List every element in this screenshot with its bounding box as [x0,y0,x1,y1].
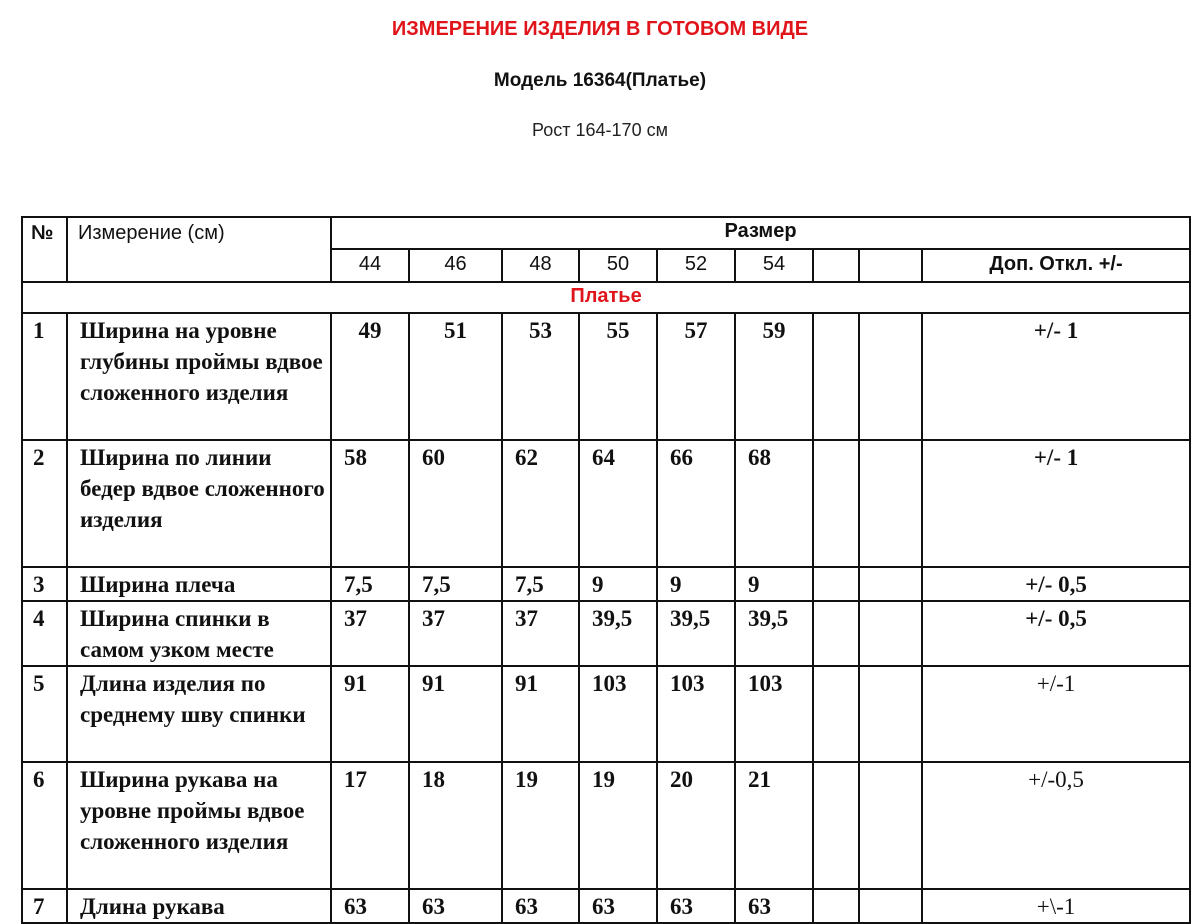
document-title: ИЗМЕРЕНИЕ ИЗДЕЛИЯ В ГОТОВОМ ВИДЕ [391,18,809,40]
value-size-48: 19 [502,762,579,889]
value-size-44: 37 [331,601,409,666]
size-44: 44 [331,249,409,282]
value-size-48: 37 [502,601,579,666]
measurement-name: Длина изделия по среднему шву спинки [67,666,331,762]
value-size-50: 64 [579,440,657,567]
empty-cell [859,762,922,889]
empty-cell [859,313,922,440]
value-size-46: 7,5 [409,567,502,601]
value-size-50: 55 [579,313,657,440]
value-size-52: 66 [657,440,735,567]
value-size-44: 17 [331,762,409,889]
value-size-50: 9 [579,567,657,601]
row-number: 6 [22,762,67,889]
size-46: 46 [409,249,502,282]
value-size-54: 63 [735,889,813,923]
tolerance-value: +\-1 [922,889,1190,923]
value-size-46: 91 [409,666,502,762]
value-size-46: 60 [409,440,502,567]
measurement-table [21,216,1191,924]
value-size-52: 63 [657,889,735,923]
value-size-50: 39,5 [579,601,657,666]
row-number: 2 [22,440,67,567]
model-name: Модель 16364(Платье) [493,70,707,91]
row-number: 1 [22,313,67,440]
size-52: 52 [657,249,735,282]
header-tolerance: Доп. Откл. +/- [922,249,1190,282]
table-row [22,666,1190,762]
measurement-name: Ширина на уровне глубины проймы вдвое сложенного изделия [67,313,331,440]
value-size-48: 62 [502,440,579,567]
empty-cell [813,440,859,567]
empty-col-1 [813,249,859,282]
measurement-name: Ширина рукава на уровне проймы вдвое сложенного изделия [67,762,331,889]
value-size-46: 51 [409,313,502,440]
empty-cell [859,567,922,601]
value-size-48: 63 [502,889,579,923]
table-row [22,313,1190,440]
row-number: 5 [22,666,67,762]
value-size-54: 59 [735,313,813,440]
tolerance-value: +/-0,5 [922,762,1190,889]
value-size-54: 9 [735,567,813,601]
row-number: 3 [22,567,67,601]
size-50: 50 [579,249,657,282]
measurement-name: Ширина спинки в самом узком месте [67,601,331,666]
table-row [22,440,1190,567]
measurement-name: Длина рукава [67,889,331,923]
empty-cell [813,666,859,762]
tolerance-value: +/- 0,5 [922,567,1190,601]
value-size-50: 19 [579,762,657,889]
value-size-54: 103 [735,666,813,762]
tolerance-value: +/- 1 [922,313,1190,440]
value-size-46: 63 [409,889,502,923]
value-size-52: 103 [657,666,735,762]
table-row [22,762,1190,889]
value-size-44: 58 [331,440,409,567]
value-size-52: 9 [657,567,735,601]
value-size-54: 21 [735,762,813,889]
empty-cell [813,313,859,440]
section-row [22,282,1190,313]
value-size-52: 57 [657,313,735,440]
value-size-52: 20 [657,762,735,889]
value-size-48: 7,5 [502,567,579,601]
value-size-54: 68 [735,440,813,567]
height-range: Рост 164-170 см [532,120,668,140]
header-size: Размер [331,217,1190,249]
value-size-46: 18 [409,762,502,889]
size-48: 48 [502,249,579,282]
size-54: 54 [735,249,813,282]
row-number: 4 [22,601,67,666]
tolerance-value: +/- 0,5 [922,601,1190,666]
value-size-50: 63 [579,889,657,923]
section-title: Платье [22,282,1190,313]
table-row [22,889,1190,923]
value-size-50: 103 [579,666,657,762]
empty-cell [859,601,922,666]
value-size-44: 63 [331,889,409,923]
empty-cell [859,440,922,567]
measurement-name: Ширина по линии бедер вдвое сложенного изделия [67,440,331,567]
value-size-48: 91 [502,666,579,762]
table-row [22,567,1190,601]
value-size-48: 53 [502,313,579,440]
empty-cell [813,762,859,889]
value-size-54: 39,5 [735,601,813,666]
empty-cell [859,889,922,923]
empty-cell [813,889,859,923]
empty-cell [859,666,922,762]
row-number: 7 [22,889,67,923]
value-size-44: 91 [331,666,409,762]
value-size-46: 37 [409,601,502,666]
table-row [22,601,1190,666]
measurement-name: Ширина плеча [67,567,331,601]
header-measurement: Измерение (см) [67,217,331,282]
header-row [22,217,1190,249]
empty-col-2 [859,249,922,282]
empty-cell [813,567,859,601]
tolerance-value: +/- 1 [922,440,1190,567]
value-size-44: 7,5 [331,567,409,601]
value-size-52: 39,5 [657,601,735,666]
empty-cell [813,601,859,666]
tolerance-value: +/-1 [922,666,1190,762]
header-number: № [22,217,67,282]
value-size-44: 49 [331,313,409,440]
